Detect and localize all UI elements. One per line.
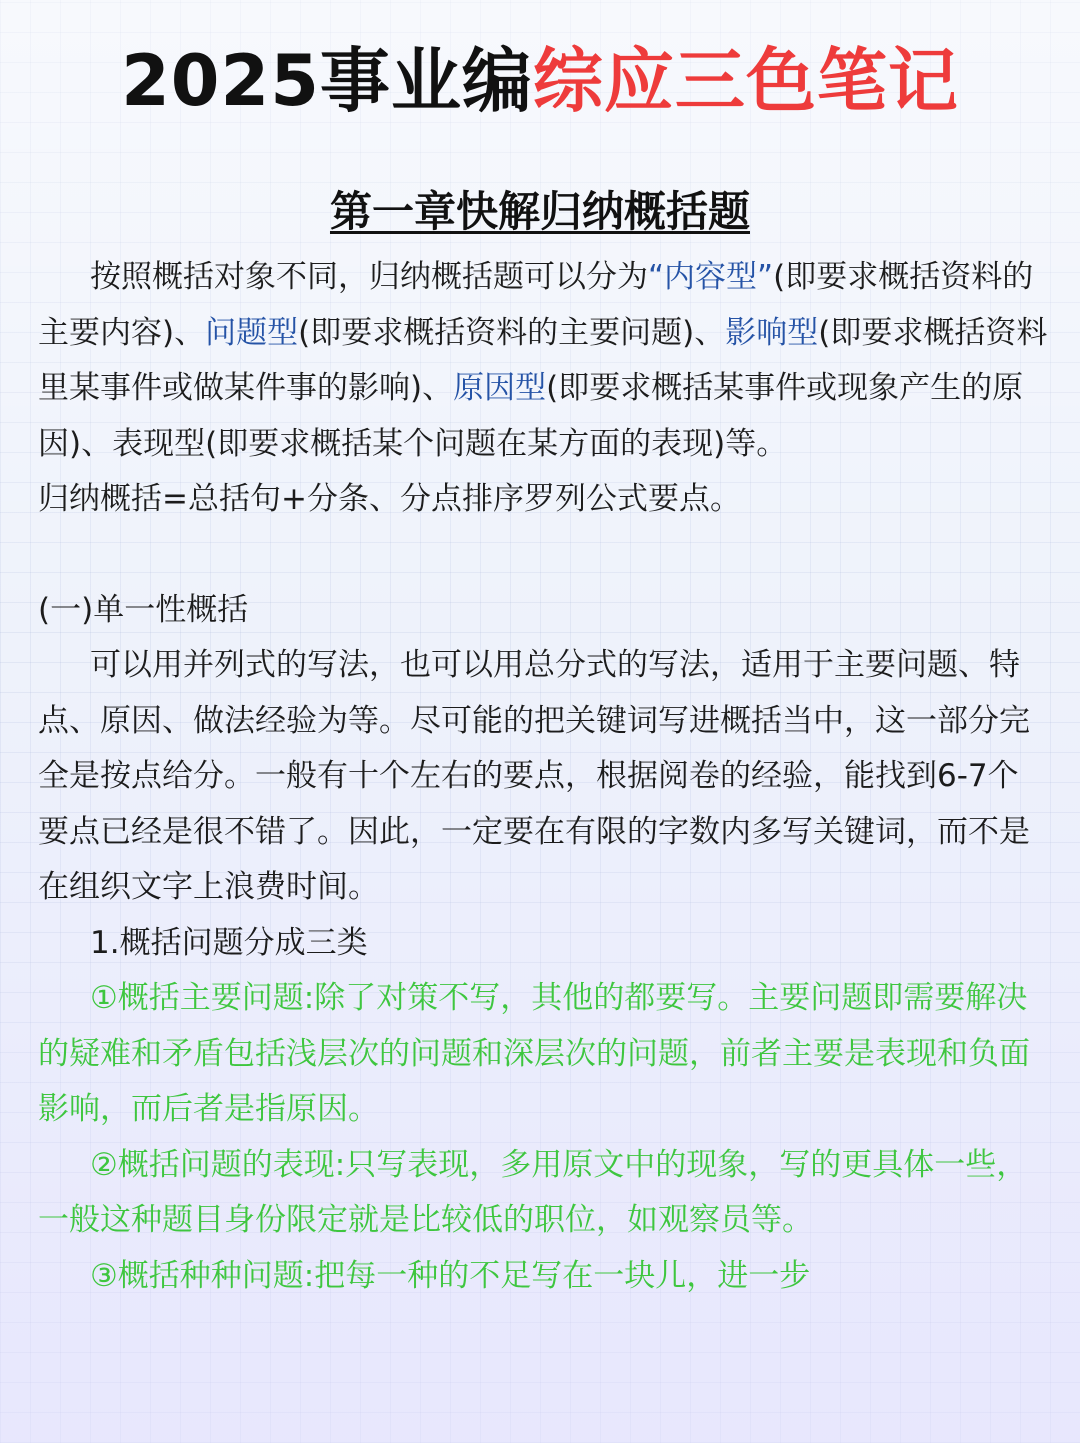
keyword-content-type: “内容型”: [648, 259, 774, 295]
blank-line: [38, 528, 1048, 583]
chapter-heading: [0, 182, 1080, 242]
formula-line: 归纳概括=总括句+分条、分点排序罗列公式要点。: [38, 481, 741, 517]
intro-text-5: (即要求概括某事件或现象产生的原因)、表现型(即要求概括某个问题在某方面的表现)等。: [38, 370, 1024, 462]
title-part-red: 综应三色笔记: [532, 40, 959, 122]
note-body: [38, 250, 1048, 1304]
intro-text-2: (即要求概括资料的主要内容)、: [38, 259, 1034, 351]
page-title: [0, 38, 1080, 124]
section-paragraph: 可以用并列式的写法，也可以用总分式的写法，适用于主要问题、特点、原因、做法经验为等。尽可能的把关键词写进概括当中，这一部分完全是按点给分。一般有十个左右的要点，根据阅卷的经验，能找到6-7个要点已经是很不错了。因此，一定要在有限的字数内多写关键词，而不是在组织文字上浪费时间。: [38, 647, 1030, 905]
subheading-categories: 1.概括问题分成三类: [90, 924, 368, 961]
keyword-cause-type: 原因型: [453, 370, 547, 406]
intro-text-1: 按照概括对象不同，归纳概括题可以分为: [90, 259, 648, 295]
section-heading-single: (一)单一性概括: [38, 591, 249, 628]
green-item-1: ①概括主要问题:除了对策不写，其他的都要写。主要问题即需要解决的疑难和矛盾包括浅层次的问题和深层次的问题，前者主要是表现和负面影响，而后者是指原因。: [38, 980, 1030, 1127]
intro-text-3: (即要求概括资料的主要问题)、: [298, 314, 726, 351]
chapter-heading-text: 第一章快解归纳概括题: [329, 187, 750, 236]
intro-paragraph: [38, 250, 1048, 472]
green-item-2: ②概括问题的表现:只写表现，多用原文中的现象，写的更具体一些，一般这种题目身份限定就是比较低的职位，如观察员等。: [38, 1146, 1028, 1238]
keyword-problem-type: 问题型: [205, 314, 299, 351]
title-part-black: 2025事业编: [121, 40, 533, 122]
intro-text-4: (即要求概括资料里某事件或做某件事的影响)、: [38, 314, 1048, 406]
keyword-impact-type: 影响型: [725, 314, 819, 351]
green-item-3: ③概括种种问题:把每一种的不足写在一块儿，进一步: [90, 1257, 811, 1294]
